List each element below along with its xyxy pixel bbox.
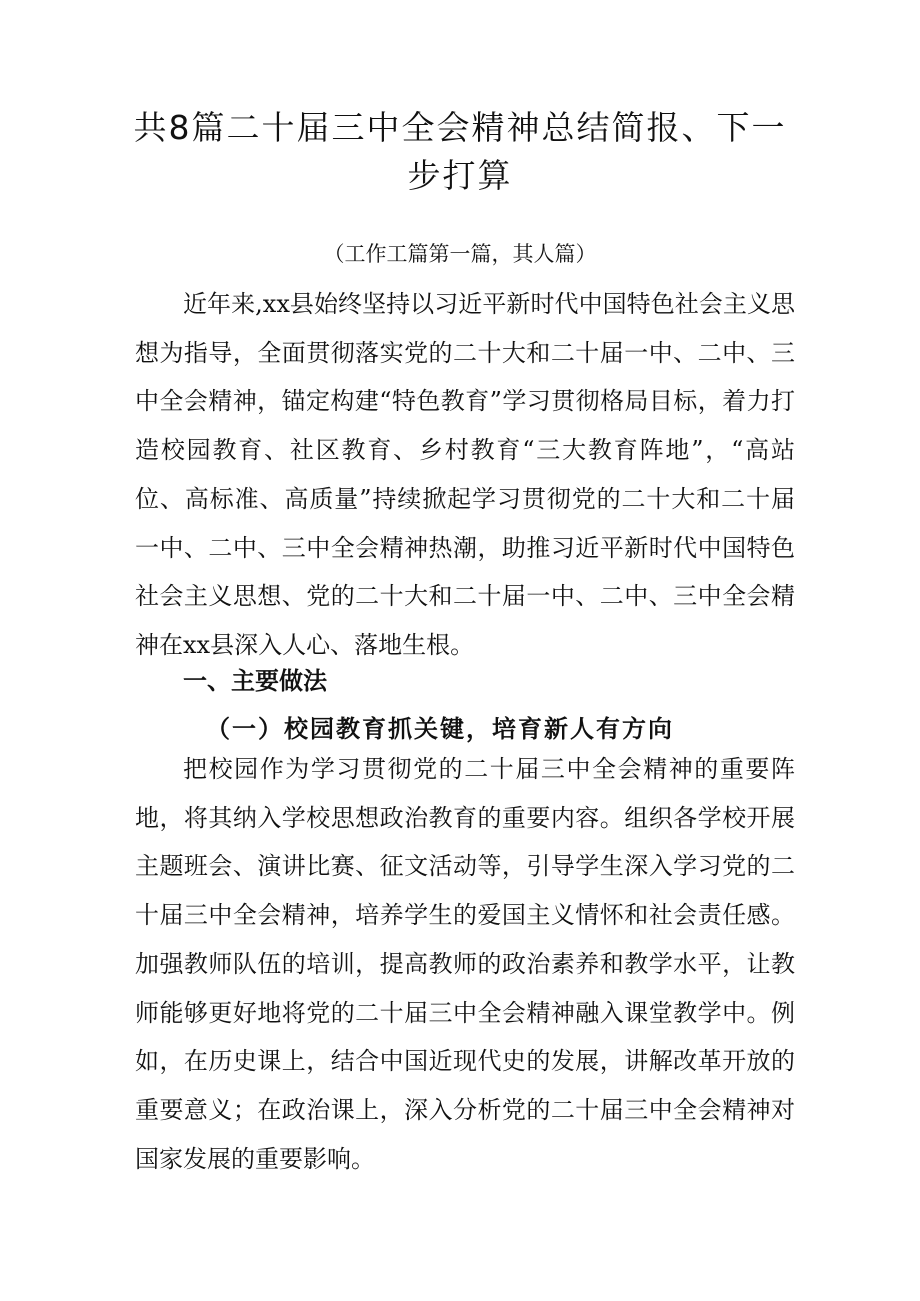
sub-heading: （一）校园教育抓关键，培育新人有方向 <box>206 714 674 743</box>
body-paragraph: 把校园作为学习贯彻党的二十届三中全会精神的重要阵地，将其纳入学校思想政治教育的重要内容。组织各学校开展主题班会、演讲比赛、征文活动等，引导学生深入学习党的二十届三中全会精神，培养学生的爱国主义情怀和社会责任感。加强教师队伍的培训，提高教师的政治素养和教学水平，让教师能够更好地将党的二十届三中全会精神融入课堂教学中。例如，在历史课上，结合中国近现代史的发展，讲解改革开放的重要意义；在政治课上，深入分析党的二十届三中全会精神对国家发展的重要影响。 <box>135 755 795 1173</box>
section-heading: 一、主要做法 <box>183 667 327 695</box>
document-subtitle: （工作工篇第一篇，其人篇） <box>323 242 597 266</box>
intro-paragraph: 近年来,xx县始终坚持以习近平新时代中国特色社会主义思想为指导，全面贯彻落实党的二十大和二十届一中、二中、三中全会精神，锚定构建“特色教育”学习贯彻格局目标，着力打造校园教育、社区教育、乡村教育“三大教育阵地”，“高站位、高标准、高质量”持续掀起学习贯彻党的二十大和二十届一中、二中、三中全会精神热潮，助推习近平新时代中国特色社会主义思想、党的二十大和二十届一中、二中、三中全会精神在xx县深入人心、落地生根。 <box>135 290 795 659</box>
document-title: 共8篇二十届三中全会精神总结简报、下一步打算 <box>133 108 787 195</box>
